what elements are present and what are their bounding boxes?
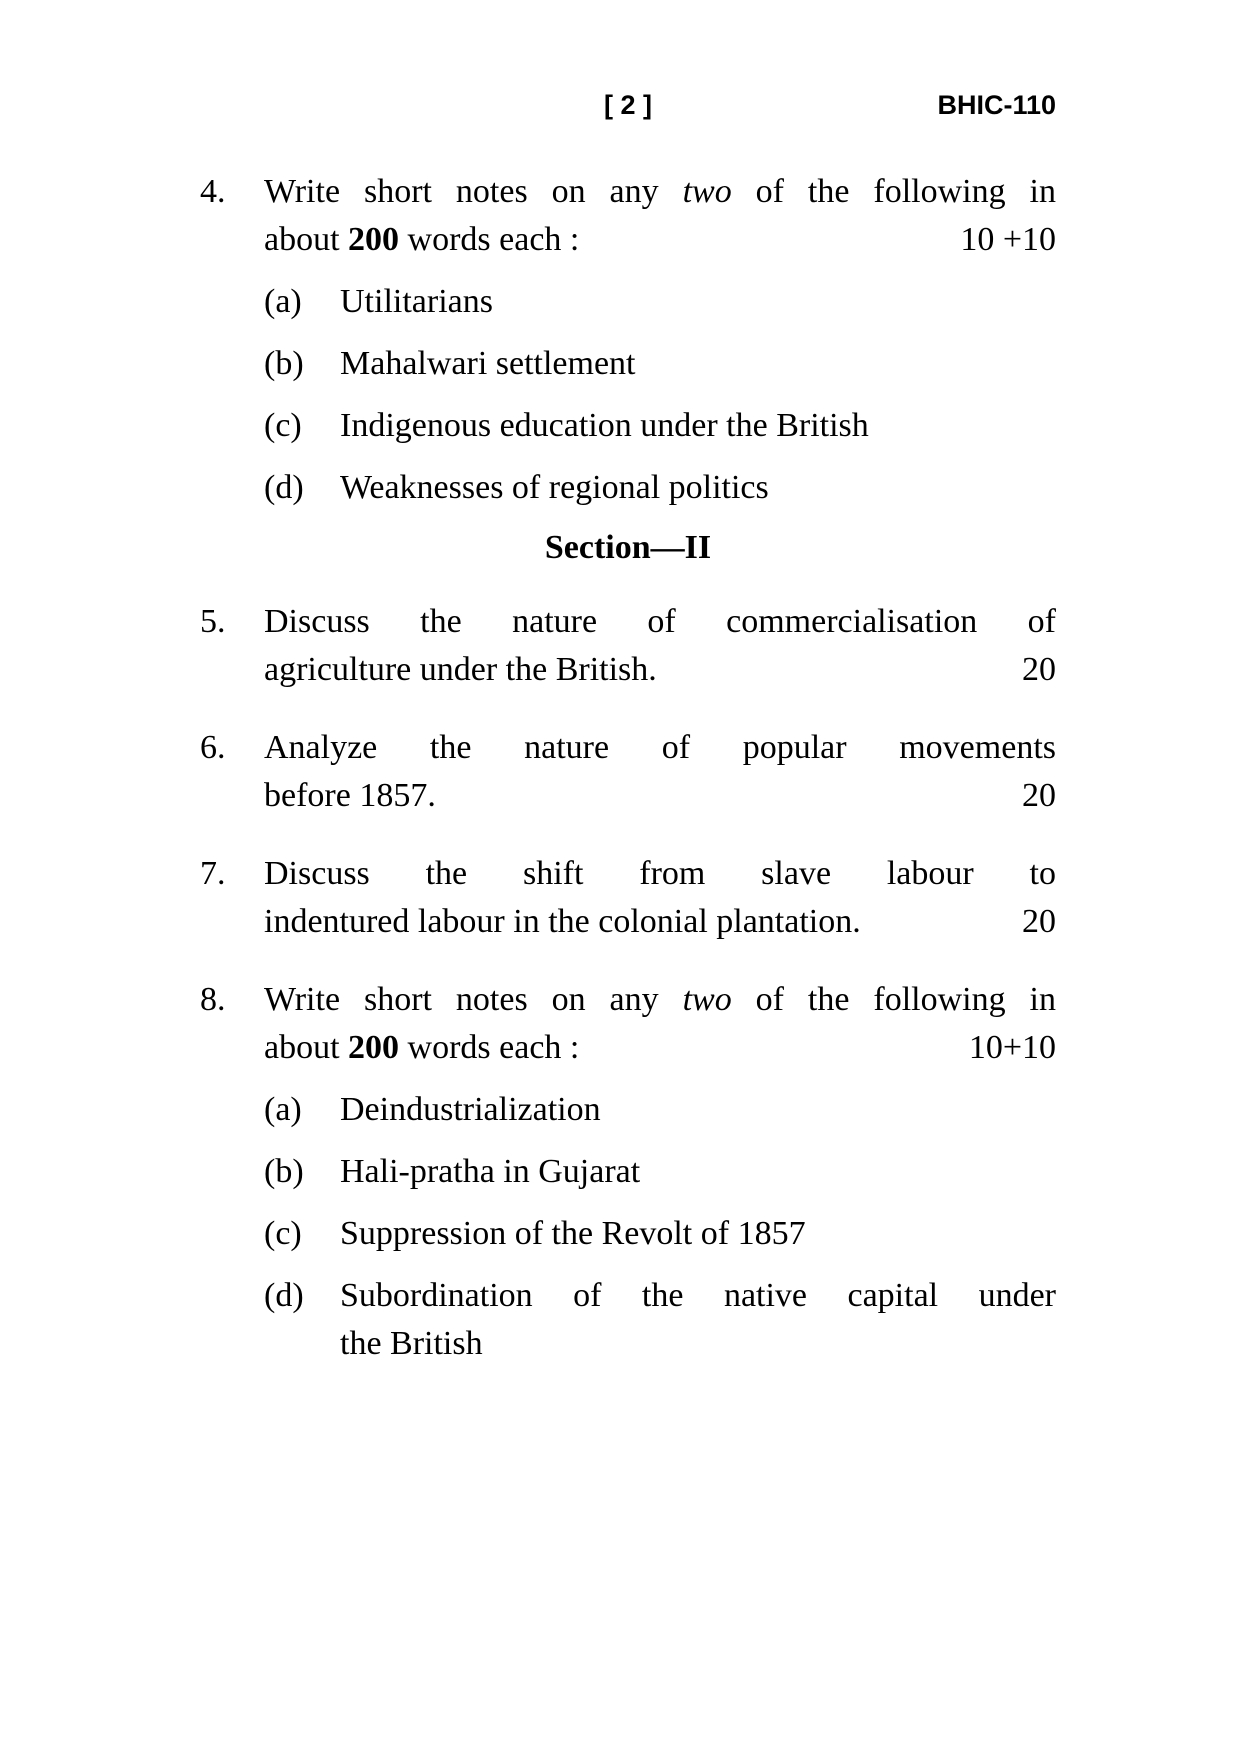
question-6 [200,724,1056,820]
question-7-number: 7. [200,855,226,892]
question-8-item-b [264,1148,1056,1196]
question-4-line1-italic: two [682,173,732,210]
question-4-subitems [264,278,1056,512]
question-8-marks: 10+10 [968,1029,1056,1066]
item-label: (b) [264,345,304,382]
question-8 [200,976,1056,1368]
item-text-line1: Subordination of the native capital under [340,1277,1056,1314]
question-6-line2-text: before 1857. [264,777,436,814]
question-8-subitems [264,1086,1056,1368]
item-text: Weaknesses of regional politics [340,469,769,506]
question-7-body [264,850,1056,946]
page-content [200,90,1056,1368]
question-5-number: 5. [200,603,226,640]
item-text: Hali-pratha in Gujarat [340,1153,641,1190]
question-4-line2-bold: 200 [348,221,400,258]
question-8-line1-pre: Write short notes on any [264,981,683,1018]
item-text: Mahalwari settlement [340,345,636,382]
question-5-line2 [264,646,1056,694]
question-4-item-b [264,340,1056,388]
page-header [200,90,1056,120]
paper-code: BHIC-110 [937,90,1056,120]
item-text: Deindustrialization [340,1091,601,1128]
question-6-line2 [264,772,1056,820]
question-8-line1-post: of the following in [731,981,1056,1018]
question-5-marks: 20 [1022,651,1056,688]
question-6-marks: 20 [1022,777,1056,814]
item-text [340,1272,1056,1368]
question-8-line2-post: words each : [399,1029,580,1066]
question-4-line2-text [264,216,579,264]
question-4-line1-pre: Write short notes on any [264,173,683,210]
question-4-line2-pre: about [264,221,349,258]
question-5-line2-text: agriculture under the British. [264,651,657,688]
question-8-body [264,976,1056,1368]
item-label: (a) [264,283,302,320]
question-7-line1: Discuss the shift from slave labour to [264,855,1056,892]
question-8-line2-text [264,1024,579,1072]
question-8-line2 [264,1024,1056,1072]
item-label: (c) [264,407,302,444]
question-4 [200,168,1056,512]
question-4-number: 4. [200,173,226,210]
question-4-line2 [264,216,1056,264]
question-4-line1 [264,168,1056,216]
question-6-number: 6. [200,729,226,766]
question-5 [200,598,1056,694]
question-8-number: 8. [200,981,226,1018]
question-4-marks: 10 +10 [960,221,1056,258]
question-4-line2-post: words each : [399,221,580,258]
question-7-marks: 20 [1022,903,1056,940]
question-4-line1-post: of the following in [731,173,1056,210]
item-text: Suppression of the Revolt of 1857 [340,1215,806,1252]
item-label: (a) [264,1091,302,1128]
question-4-item-a [264,278,1056,326]
question-6-body [264,724,1056,820]
question-7 [200,850,1056,946]
item-label: (d) [264,469,304,506]
item-label: (d) [264,1277,304,1314]
item-text: Utilitarians [340,283,493,320]
item-label: (b) [264,1153,304,1190]
section-heading: Section—II [544,529,712,566]
question-4-item-d [264,464,1056,512]
item-text-line2: the British [340,1325,483,1362]
item-text: Indigenous education under the British [340,407,869,444]
question-5-body [264,598,1056,694]
question-8-line1-italic: two [682,981,732,1018]
question-8-item-d [264,1272,1056,1368]
question-8-line2-bold: 200 [348,1029,400,1066]
item-label: (c) [264,1215,302,1252]
question-8-item-a [264,1086,1056,1134]
question-5-line1: Discuss the nature of commercialisation of [264,603,1056,640]
question-4-item-c [264,402,1056,450]
question-6-line1: Analyze the nature of popular movements [264,729,1056,766]
question-8-line2-pre: about [264,1029,349,1066]
question-8-line1 [264,976,1056,1024]
page-number: [ 2 ] [603,90,652,120]
question-7-line2 [264,898,1056,946]
question-4-body [264,168,1056,512]
question-7-line2-text: indentured labour in the colonial plantation. [264,903,861,940]
question-8-item-c [264,1210,1056,1258]
